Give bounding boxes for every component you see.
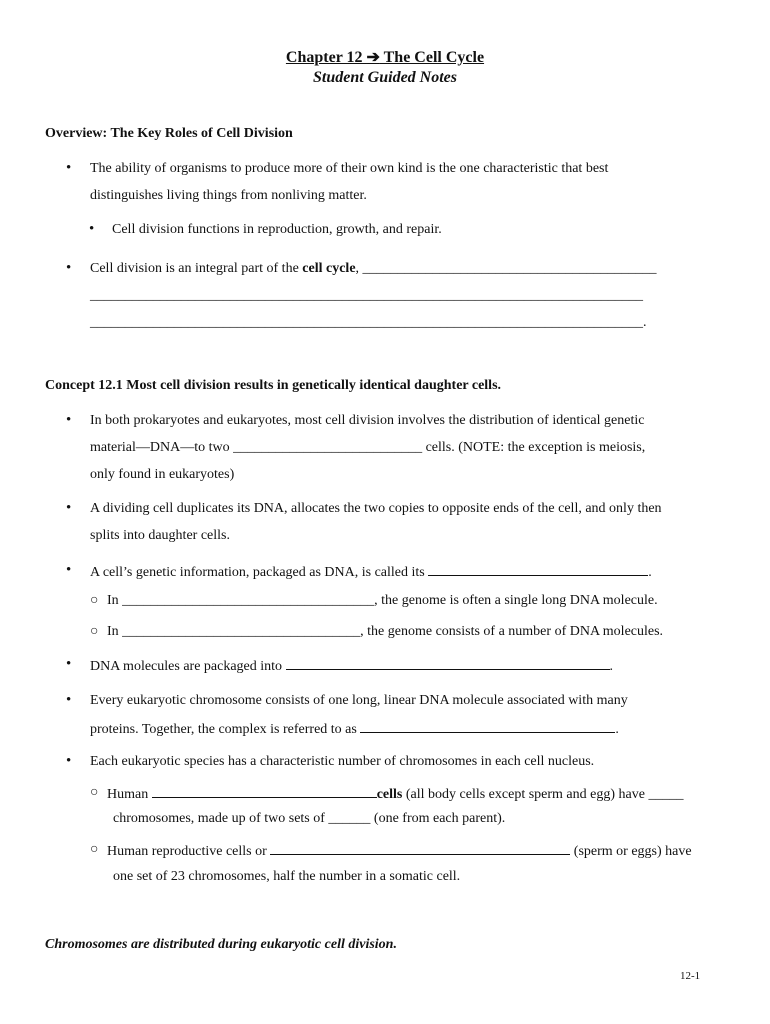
concept-bullet3-sub2: In __________________________________, the genome consists of a number of DNA molecules. (107, 624, 664, 639)
concept-bullet6-sub2-line1 (107, 842, 692, 860)
concept-bullet6-sub1-line2: chromosomes, made up of two sets of ______ (one from each parent). (113, 811, 506, 826)
bullet-icon: • (89, 221, 95, 237)
concept-bullet2-line2: splits into daughter cells. (90, 528, 230, 543)
blank-line: , __________________________________________ (355, 261, 657, 276)
text: A cell’s genetic information, packaged as DNA, is called its (90, 565, 429, 580)
section2-heading: Chromosomes are distributed during eukaryotic cell division. (45, 937, 397, 952)
page-number: 12-1 (680, 970, 701, 982)
blank-line (152, 785, 377, 798)
concept-bullet6-sub1-line1 (107, 785, 683, 803)
blank-line (428, 563, 648, 576)
arrow-icon: ➔ (366, 49, 380, 66)
concept-bullet5-line2 (90, 720, 619, 738)
text: proteins. Together, the complex is referred to as (90, 722, 361, 737)
text: DNA molecules are packaged into (90, 659, 286, 674)
circle-icon: ○ (90, 624, 99, 639)
term-cell-cycle: cell cycle (302, 261, 356, 276)
bullet-icon: • (66, 160, 72, 176)
bullet-icon: • (66, 562, 72, 578)
overview-heading: Overview: The Key Roles of Cell Division (45, 126, 293, 141)
overview-bullet2-line1 (90, 261, 657, 277)
concept-bullet1-line3: only found in eukaryotes) (90, 467, 235, 482)
concept-bullet1-line2: material—DNA—to two ___________________________ cells. (NOTE: the exception is meiosis, (90, 440, 646, 455)
circle-icon: ○ (90, 842, 99, 857)
page-subtitle: Student Guided Notes (312, 69, 457, 86)
overview-subbullet1: Cell division functions in reproduction, growth, and repair. (112, 222, 442, 237)
overview-bullet1-line2: distinguishes living things from nonliving matter. (90, 188, 367, 203)
title-suffix: The Cell Cycle (379, 49, 485, 66)
term-cells: cells (376, 787, 403, 802)
concept-bullet5-line1: Every eukaryotic chromosome consists of one long, linear DNA molecule associated with many (90, 693, 628, 708)
overview-bullet2-line2: _______________________________________________________________________________ (90, 288, 643, 303)
bullet-icon: • (66, 692, 72, 708)
concept-bullet4 (90, 657, 613, 675)
text: Human (107, 787, 152, 802)
text: (sperm or eggs) have (570, 844, 692, 859)
concept-bullet1-line1: In both prokaryotes and eukaryotes, most cell division involves the distribution of identical genetic (90, 413, 645, 428)
bullet-icon: • (66, 753, 72, 769)
text: Human reproductive cells or (107, 844, 271, 859)
concept-bullet6: Each eukaryotic species has a characteristic number of chromosomes in each cell nucleus. (90, 754, 595, 769)
overview-bullet1-line1: The ability of organisms to produce more of their own kind is the one characteristic that best (90, 161, 609, 176)
bullet-icon: • (66, 260, 72, 276)
concept-bullet6-sub2-line2: one set of 23 chromosomes, half the number in a somatic cell. (113, 869, 461, 884)
blank-line (270, 842, 570, 855)
bullet-icon: • (66, 412, 72, 428)
circle-icon: ○ (90, 593, 99, 608)
concept-heading: Concept 12.1 Most cell division results in genetically identical daughter cells. (45, 378, 502, 393)
text: . (648, 565, 652, 580)
title-prefix: Chapter 12 (285, 49, 367, 66)
blank-line (360, 720, 615, 733)
bullet-icon: • (66, 656, 72, 672)
text: (all body cells except sperm and egg) have _____ (402, 787, 684, 802)
concept-bullet2-line1: A dividing cell duplicates its DNA, allocates the two copies to opposite ends of the cell, and only then (90, 501, 662, 516)
text: Cell division is an integral part of the (90, 261, 303, 276)
text: . (615, 722, 619, 737)
concept-bullet3-sub1: In ____________________________________, the genome is often a single long DNA molecule. (107, 593, 658, 608)
circle-icon: ○ (90, 785, 99, 800)
concept-bullet3 (90, 563, 652, 581)
bullet-icon: • (66, 500, 72, 516)
text: . (609, 659, 614, 674)
page-title (0, 47, 770, 67)
blank-line (286, 657, 610, 670)
overview-bullet2-line3: _______________________________________________________________________________. (90, 315, 647, 330)
